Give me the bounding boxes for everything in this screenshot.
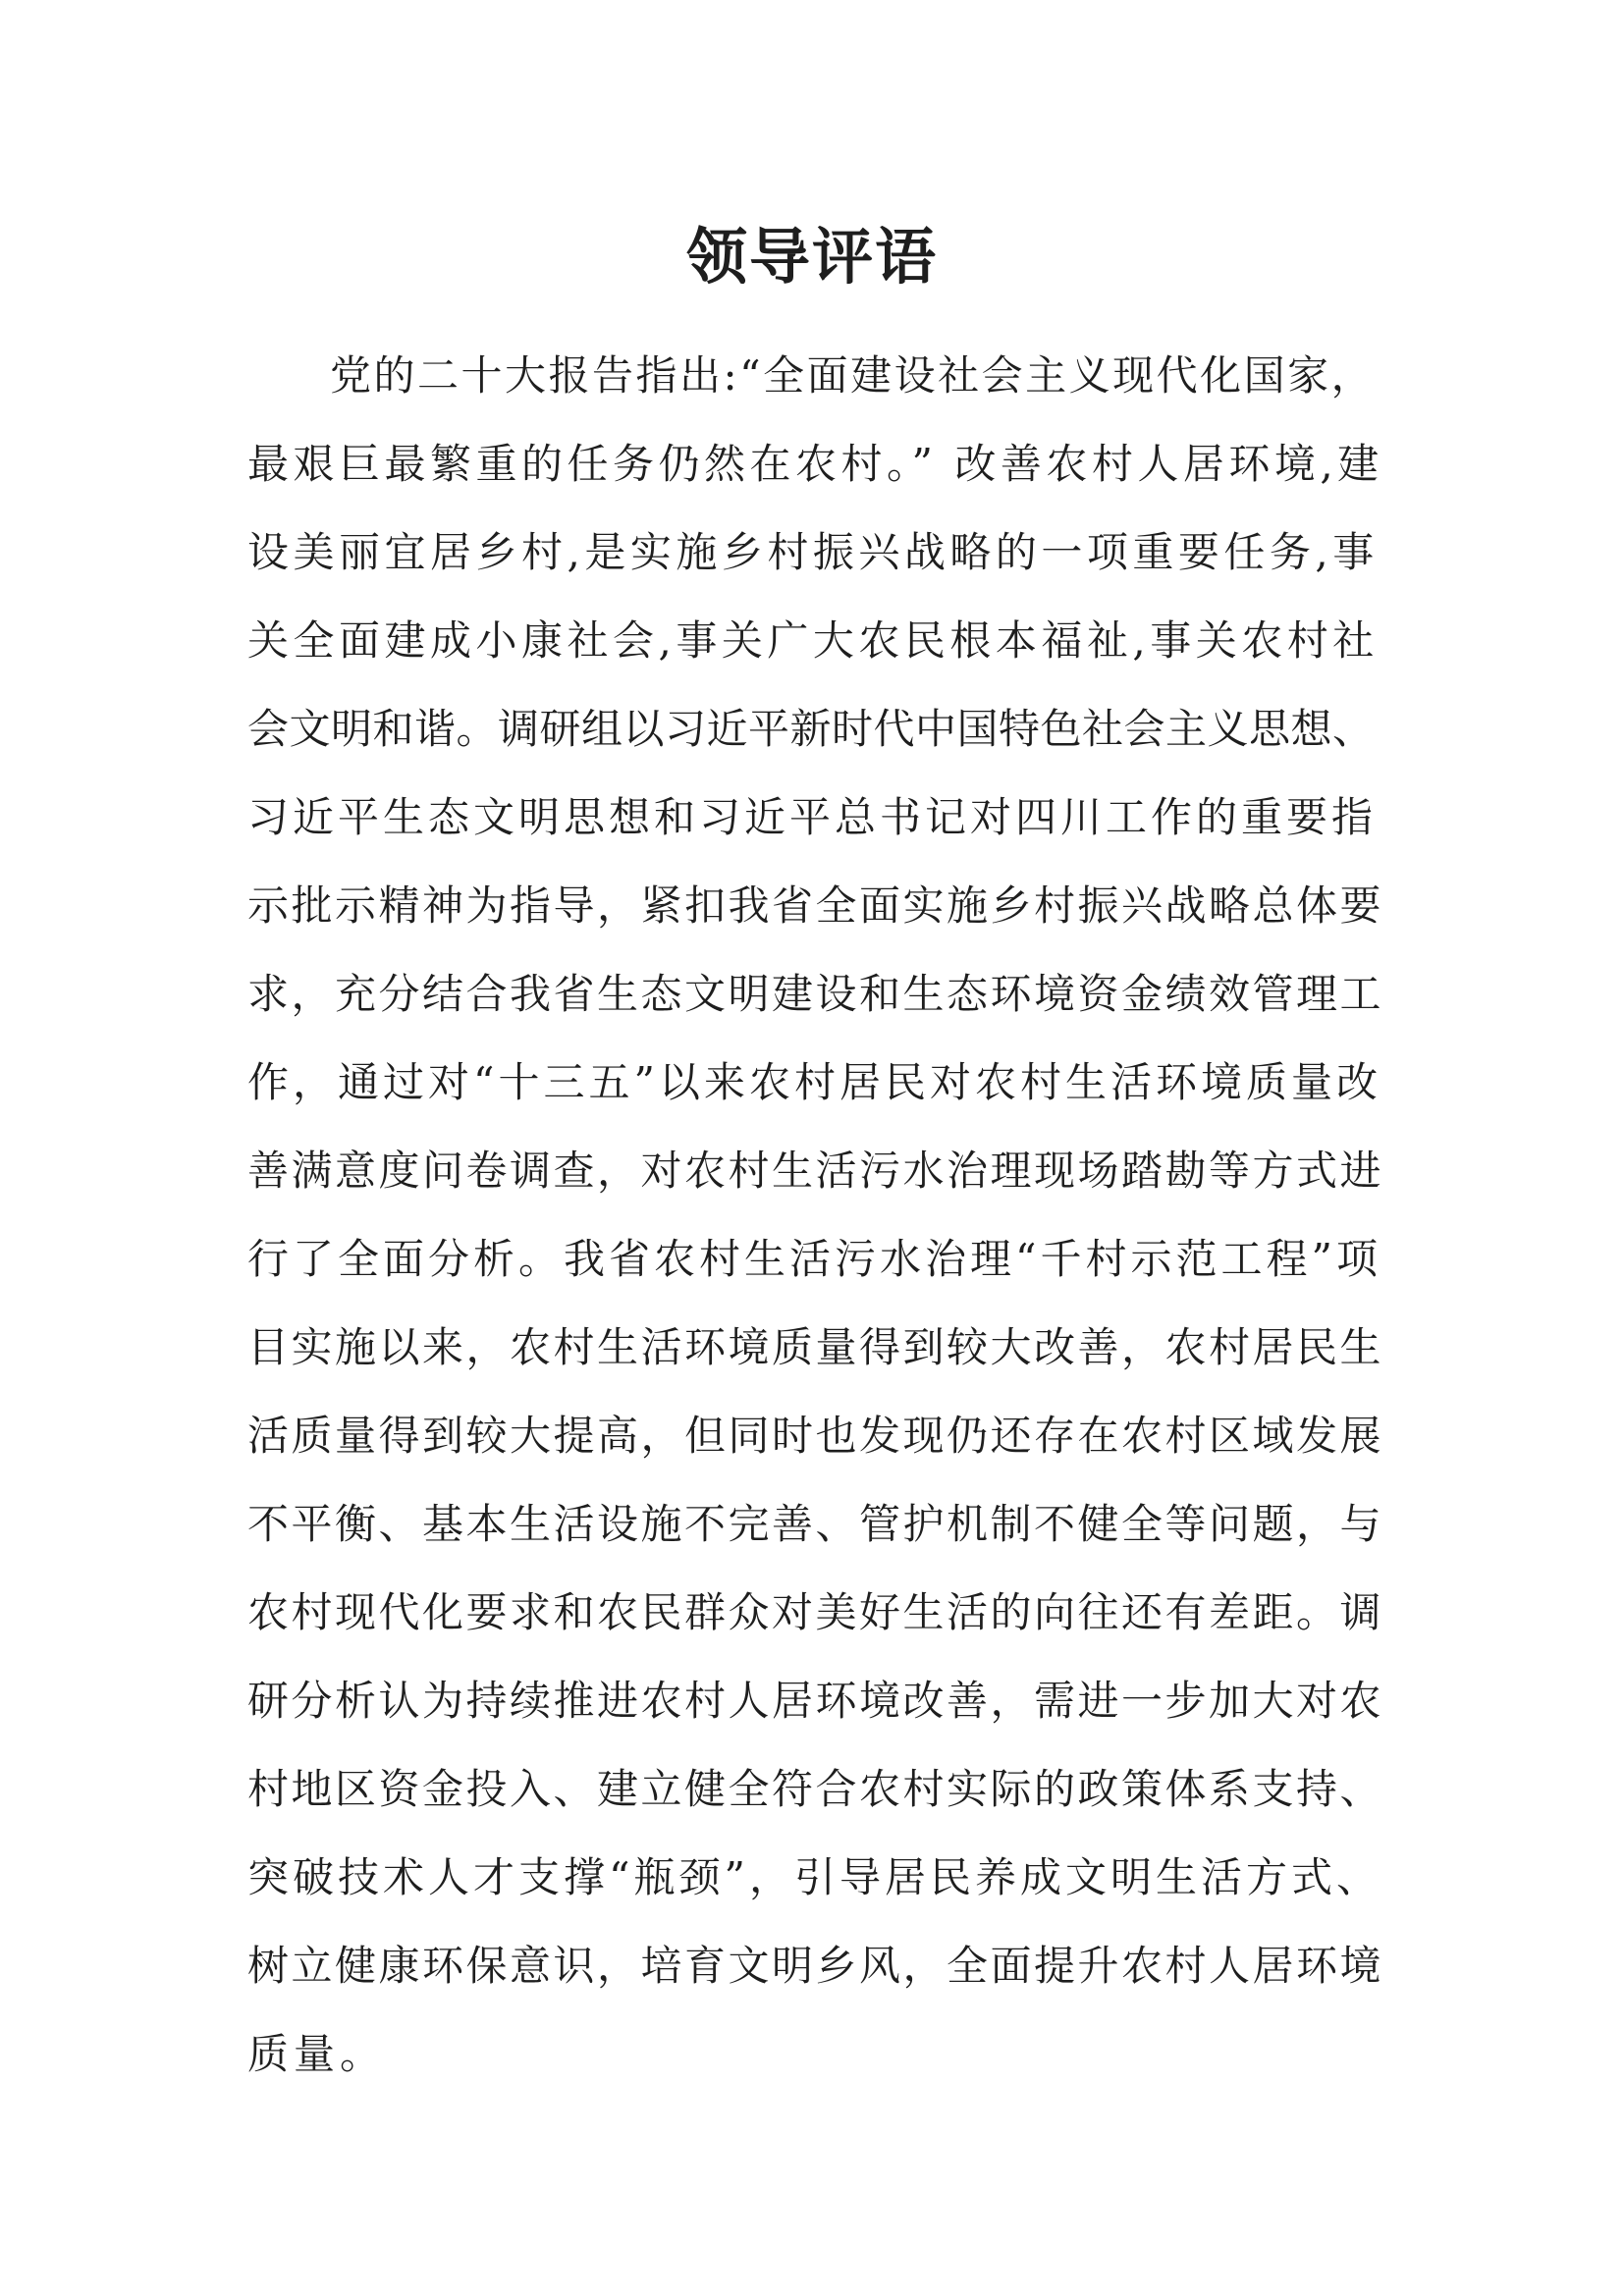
paragraph-line: 最艰巨最繁重的任务仍然在农村。” 改善农村人居环境,建 (247, 440, 1383, 488)
paragraph-line: 党的二十大报告指出:“全面建设社会主义现代化国家， (330, 351, 1376, 400)
paragraph-line: 设美丽宜居乡村,是实施乡村振兴战略的一项重要任务,事 (247, 528, 1379, 576)
paragraph-line: 活质量得到较大提高，但同时也发现仍还存在农村区域发展 (247, 1412, 1384, 1460)
paragraph-line: 村地区资金投入、建立健全符合农村实际的政策体系支持、 (247, 1765, 1384, 1813)
paragraph-line: 关全面建成小康社会,事关广大农民根本福祉,事关农村社 (247, 616, 1379, 665)
body-paragraph (247, 332, 1386, 2099)
paragraph-line: 会文明和谐。调研组以习近平新时代中国特色社会主义思想、 (247, 705, 1375, 753)
paragraph-line: 质量。 (247, 2030, 387, 2078)
paragraph-line: 求，充分结合我省生态文明建设和生态环境资金绩效管理工 (247, 970, 1384, 1018)
paragraph-line: 善满意度问卷调查，对农村生活污水治理现场踏勘等方式进 (247, 1147, 1384, 1195)
paragraph-line: 不平衡、基本生活设施不完善、管护机制不健全等问题，与 (247, 1500, 1384, 1548)
page-title: 领导评语 (685, 221, 938, 293)
paragraph-line: 突破技术人才支撑“瓶颈”，引导居民养成文明生活方式、 (247, 1853, 1381, 1901)
paragraph-line: 目实施以来，农村生活环境质量得到较大改善，农村居民生 (247, 1323, 1384, 1371)
paragraph-line: 习近平生态文明思想和习近平总书记对四川工作的重要指 (247, 793, 1378, 841)
paragraph-line: 作，通过对“十三五”以来农村居民对农村生活环境质量改 (247, 1058, 1381, 1106)
paragraph-line: 行了全面分析。我省农村生活污水治理“千村示范工程”项 (247, 1235, 1381, 1283)
paragraph-line: 农村现代化要求和农民群众对美好生活的向往还有差距。调 (247, 1588, 1384, 1636)
paragraph-line: 树立健康环保意识，培育文明乡风，全面提升农村人居环境 (247, 1942, 1384, 1990)
paragraph-line: 研分析认为持续推进农村人居环境改善，需进一步加大对农 (247, 1677, 1384, 1725)
paragraph-line: 示批示精神为指导，紧扣我省全面实施乡村振兴战略总体要 (247, 881, 1384, 930)
